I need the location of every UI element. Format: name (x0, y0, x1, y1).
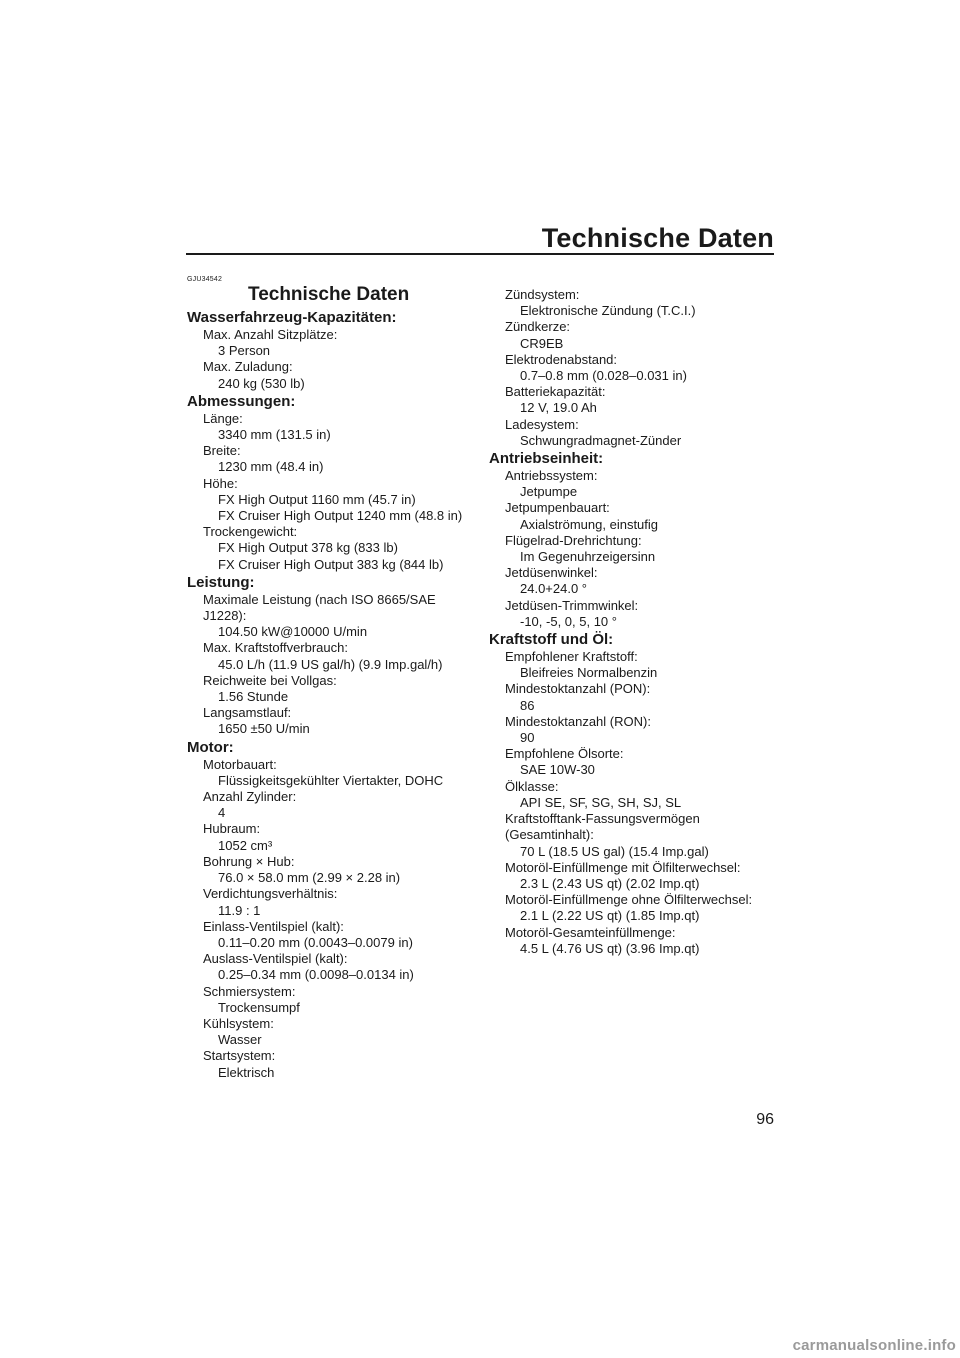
spec-value: 12 V, 19.0 Ah (520, 400, 597, 416)
spec-value: Flüssigkeitsgekühlter Viertakter, DOHC (218, 772, 444, 788)
spec-label: Mindestoktanzahl (RON): (505, 713, 651, 729)
spec-label: Max. Anzahl Sitzplätze: (203, 327, 338, 342)
spec-label: Schmiersystem: (203, 983, 296, 999)
spec-label: (Gesamtinhalt): (505, 827, 594, 843)
spec-value: 1052 cm³ (218, 837, 273, 853)
spec-value: 45.0 L/h (11.9 US gal/h) (9.9 Imp.gal/h) (218, 656, 443, 672)
spec-label: Langsamstlauf: (203, 705, 292, 721)
spec-value: FX High Output 1160 mm (45.7 in) (218, 491, 416, 507)
spec-value: 240 kg (530 lb) (218, 375, 305, 391)
spec-value: Im Gegenuhrzeigersinn (520, 549, 656, 565)
spec-label: Zündsystem: (505, 287, 580, 302)
spec-label: Empfohlene Ölsorte: (505, 746, 624, 762)
spec-value: 0.7–0.8 mm (0.028–0.031 in) (520, 368, 687, 384)
spec-label: Motorbauart: (203, 756, 277, 772)
spec-value: FX Cruiser High Output 1240 mm (48.8 in) (218, 508, 463, 524)
spec-label: Antriebssystem: (505, 468, 598, 484)
spec-value: 1230 mm (48.4 in) (218, 459, 324, 475)
spec-label: Kraftstofftank-Fassungsvermögen (505, 811, 700, 827)
spec-label: Mindestoktanzahl (PON): (505, 681, 651, 697)
spec-label: Max. Zuladung: (203, 359, 293, 375)
spec-value: Jetpumpe (520, 484, 578, 500)
spec-value: CR9EB (520, 335, 564, 351)
section-heading-abmessungen: Abmessungen: (187, 392, 296, 410)
spec-label: Reichweite bei Vollgas: (203, 672, 337, 688)
spec-value: -10, -5, 0, 5, 10 ° (520, 613, 617, 629)
spec-label: Verdichtungsverhältnis: (203, 886, 338, 902)
spec-label: Motoröl-Gesamteinfüllmenge: (505, 924, 676, 940)
spec-value: Trockensumpf (218, 999, 300, 1015)
section-heading-leistung: Leistung: (187, 573, 255, 591)
section-heading-kraftstoff-und-oel: Kraftstoff und Öl: (489, 631, 614, 649)
spec-label: Motoröl-Einfüllmenge mit Ölfilterwechsel: (505, 859, 741, 875)
spec-label: Jetpumpenbauart: (505, 500, 610, 516)
spec-value: Bleifreies Normalbenzin (520, 665, 658, 681)
section-main-title: Technische Daten (248, 284, 410, 305)
spec-label: Batteriekapazität: (505, 384, 606, 400)
spec-label: Hubraum: (203, 821, 261, 837)
spec-label: Trockengewicht: (203, 524, 298, 540)
spec-label: Höhe: (203, 475, 238, 491)
spec-label: Auslass-Ventilspiel (kalt): (203, 951, 348, 967)
page-header-title: Technische Daten (541, 223, 774, 253)
spec-label: Maximale Leistung (nach ISO 8665/SAE J1228): (203, 591, 436, 624)
spec-value: 3 Person (218, 343, 271, 359)
header-divider (186, 253, 774, 255)
spec-value: 76.0 × 58.0 mm (2.99 × 2.28 in) (218, 870, 401, 886)
section-heading-antriebseinheit: Antriebseinheit: (489, 450, 604, 468)
spec-value: Elektrisch (218, 1064, 275, 1080)
spec-value: 86 (520, 697, 535, 713)
spec-value: 1.56 Stunde (218, 689, 289, 705)
spec-label: Bohrung × Hub: (203, 853, 295, 869)
spec-value: 4.5 L (4.76 US qt) (3.96 Imp.qt) (520, 940, 700, 956)
spec-label: Jetdüsenwinkel: (505, 565, 598, 581)
spec-value: 11.9 : 1 (218, 902, 261, 918)
spec-value: 2.3 L (2.43 US qt) (2.02 Imp.qt) (520, 875, 700, 891)
spec-label: Länge: (203, 410, 243, 426)
spec-value: 1650 ±50 U/min (218, 721, 310, 737)
watermark: carmanualsonline.info (792, 1337, 956, 1354)
spec-value: 70 L (18.5 US gal) (15.4 Imp.gal) (520, 843, 709, 859)
spec-value: Axialströmung, einstufig (520, 516, 659, 532)
spec-value: API SE, SF, SG, SH, SJ, SL (520, 794, 682, 810)
spec-value: 2.1 L (2.22 US qt) (1.85 Imp.qt) (520, 908, 700, 924)
spec-value: 0.25–0.34 mm (0.0098–0.0134 in) (218, 967, 414, 983)
spec-value: 4 (218, 805, 226, 821)
spec-label: Startsystem: (203, 1048, 276, 1064)
page-number: 96 (756, 1111, 774, 1128)
spec-label: Elektrodenabstand: (505, 351, 618, 367)
spec-label: Kühlsystem: (203, 1015, 274, 1031)
spec-label: Ölklasse: (505, 778, 559, 794)
spec-label: Anzahl Zylinder: (203, 789, 297, 805)
spec-value: 104.50 kW@10000 U/min (218, 624, 368, 640)
spec-value: 0.11–0.20 mm (0.0043–0.0079 in) (218, 934, 413, 950)
section-heading-motor: Motor: (187, 738, 234, 756)
spec-label: Ladesystem: (505, 416, 579, 432)
spec-label: Empfohlener Kraftstoff: (505, 649, 638, 665)
spec-label: Flügelrad-Drehrichtung: (505, 532, 642, 548)
reference-code: GJU34542 (187, 276, 223, 283)
spec-value: 3340 mm (131.5 in) (218, 427, 331, 443)
spec-value: 90 (520, 730, 535, 746)
spec-value: 24.0+24.0 ° (520, 581, 588, 597)
spec-value: Elektronische Zündung (T.C.I.) (520, 303, 696, 319)
spec-value: SAE 10W-30 (520, 762, 595, 778)
section-heading-wasserfahrzeug-kapazitaeten: Wasserfahrzeug-Kapazitäten: (187, 309, 397, 326)
spec-value: FX High Output 378 kg (833 lb) (218, 540, 398, 556)
right-column (489, 287, 779, 957)
left-column (187, 276, 477, 1081)
spec-value: Schwungradmagnet-Zünder (520, 432, 682, 448)
spec-label: Jetdüsen-Trimmwinkel: (505, 597, 639, 613)
spec-value: Wasser (218, 1032, 262, 1048)
spec-label: Motoröl-Einfüllmenge ohne Ölfilterwechsel: (505, 892, 753, 908)
spec-label: Einlass-Ventilspiel (kalt): (203, 918, 344, 934)
spec-label: Zündkerze: (505, 319, 571, 335)
spec-label: Breite: (203, 443, 241, 459)
spec-value: FX Cruiser High Output 383 kg (844 lb) (218, 556, 444, 572)
spec-label: Max. Kraftstoffverbrauch: (203, 640, 348, 656)
